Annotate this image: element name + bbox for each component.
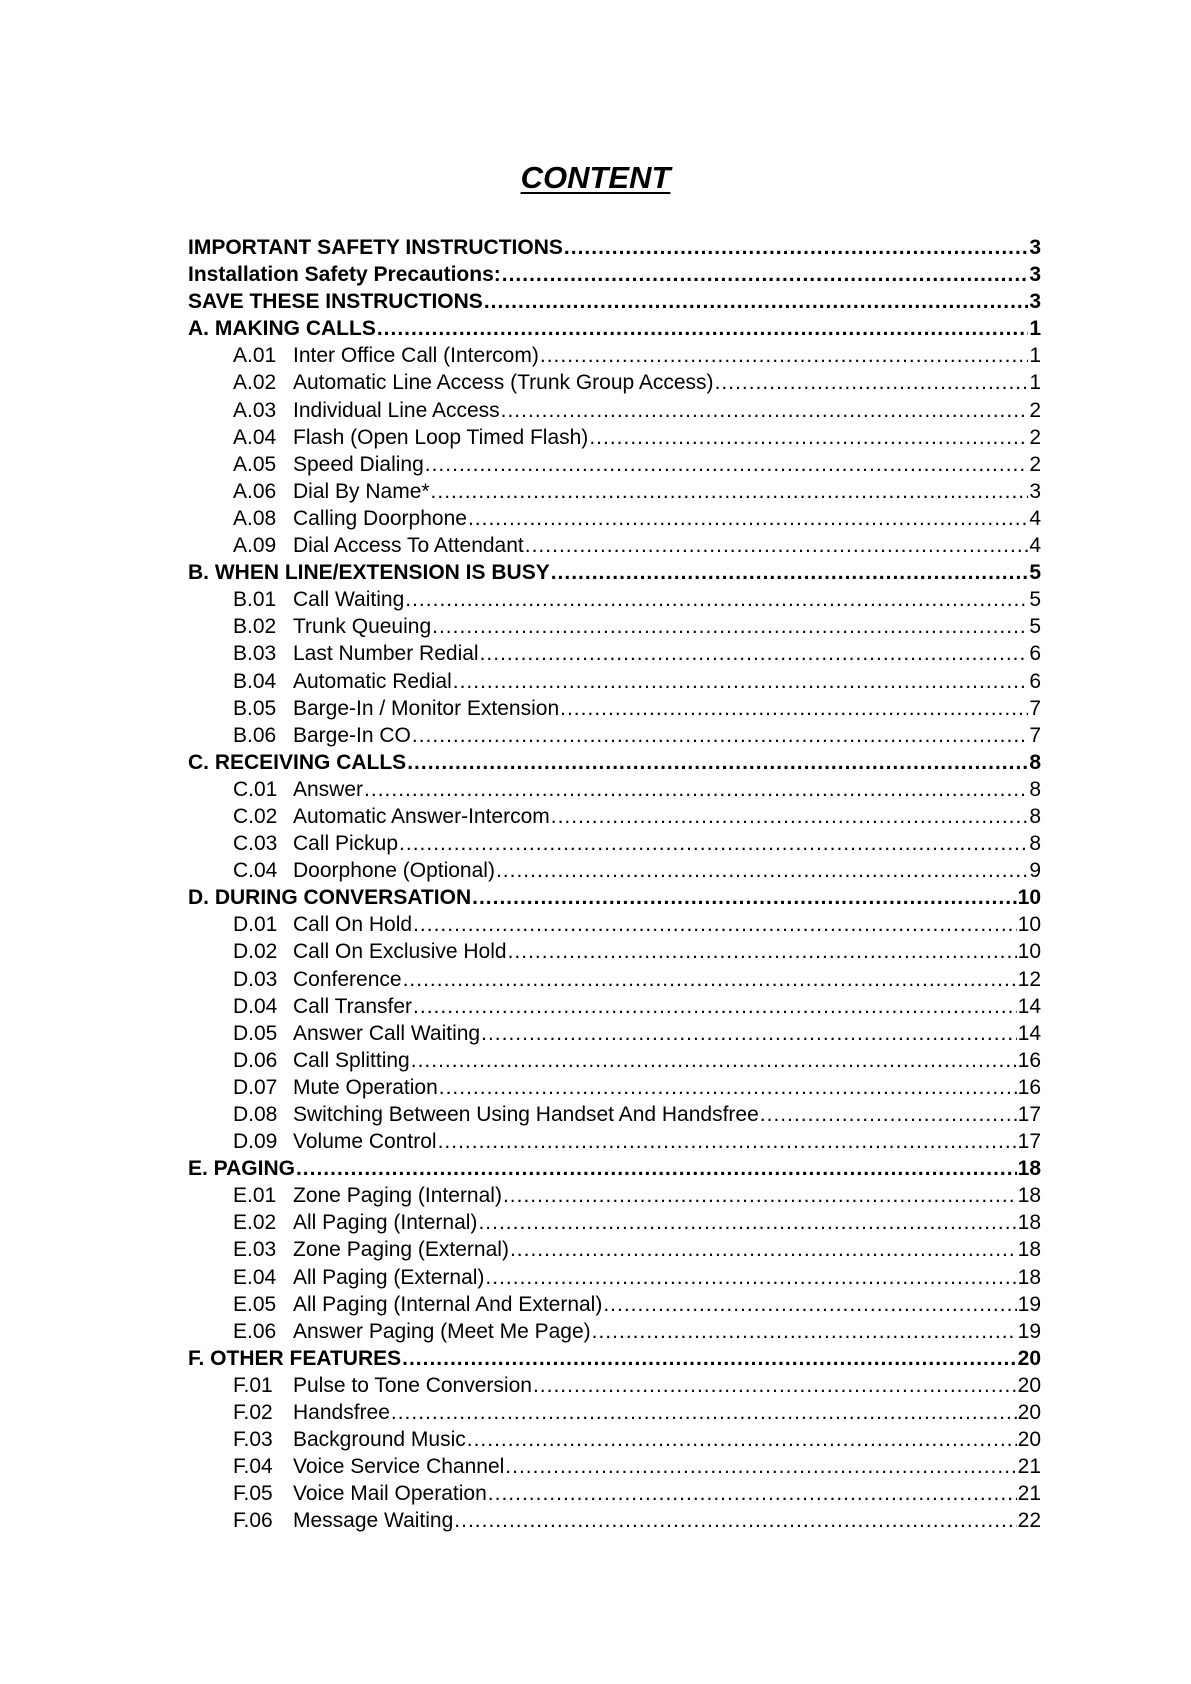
toc-entry-code: F.02 [233,1401,273,1425]
toc-entry [188,803,1041,830]
toc-page-number: 21 [1017,1455,1041,1479]
dot-leader [296,1155,1017,1182]
toc-page-number: 2 [1029,425,1041,449]
toc-entry-title: All Paging (Internal And External) [293,1292,603,1316]
dot-leader [481,1020,1017,1047]
toc-page-number: 18 [1017,1265,1041,1289]
toc-page-number: 7 [1029,696,1041,720]
toc-entry-title: Speed Dialing [293,452,424,476]
toc-entry [188,342,1041,369]
dot-leader [407,749,1028,776]
toc-page-number: 10 [1017,913,1041,937]
toc-entry-code: D.05 [233,1021,278,1045]
toc-entry-code: E.02 [233,1211,277,1235]
toc-entry [188,369,1041,396]
toc-page-number: 10 [1017,886,1041,910]
toc-page-number: 1 [1029,317,1041,341]
toc-page-number: 19 [1017,1319,1041,1343]
toc-page-number: 22 [1017,1509,1041,1533]
toc-entry-code: F.03 [233,1428,273,1452]
toc-entry-title: Answer [293,777,364,801]
toc-page-number: 2 [1029,398,1041,422]
toc-entry-title: Automatic Answer-Intercom [293,804,550,828]
toc-entry-title: F. OTHER FEATURES [188,1346,402,1370]
toc-page-number: 20 [1017,1428,1041,1452]
toc-page-number: 16 [1017,1048,1041,1072]
toc-entry [188,640,1041,667]
dot-leader [411,1047,1017,1074]
toc-entry-title: Call Pickup [293,832,399,856]
toc-page-number: 10 [1017,940,1041,964]
toc-section-heading [188,234,1041,261]
toc-entry-title: Volume Control [293,1130,437,1154]
toc-entry-code: B.01 [233,588,277,612]
toc-page-number: 1 [1029,344,1041,368]
table-of-contents [188,234,1041,1535]
dot-leader [439,1074,1017,1101]
dot-leader [403,966,1017,993]
toc-entry-code: A.01 [233,344,277,368]
toc-page-number: 2 [1029,452,1041,476]
toc-section-heading [188,749,1041,776]
page-title: CONTENT [520,160,671,195]
toc-entry [188,532,1041,559]
toc-page-number: 8 [1029,750,1041,774]
toc-page-number: 8 [1029,777,1041,801]
toc-entry-code: C.03 [233,832,278,856]
toc-section-heading [188,1155,1041,1182]
toc-page-number: 3 [1029,290,1041,314]
toc-entry-title: Barge-In CO [293,723,411,747]
toc-entry-code: D.08 [233,1103,278,1126]
toc-page-number: 18 [1017,1157,1041,1181]
toc-entry [188,776,1041,803]
toc-page-number: 18 [1017,1211,1041,1235]
toc-entry [188,1074,1041,1101]
toc-entry [188,424,1041,451]
toc-page-number: 5 [1029,615,1041,639]
dot-leader [484,288,1029,315]
toc-entry-title: B. WHEN LINE/EXTENSION IS BUSY [188,561,550,585]
toc-entry-code: A.05 [233,452,277,476]
toc-entry-title: Answer Paging (Meet Me Page) [293,1319,591,1343]
toc-entry-title: Switching Between Using Handset And Handsfree [293,1103,759,1126]
dot-leader [502,261,1029,288]
toc-entry-code: F.01 [233,1373,273,1397]
dot-leader [364,776,1028,803]
toc-entry-title: Zone Paging (Internal) [293,1184,502,1208]
toc-page-number: 14 [1017,1021,1041,1045]
toc-page-number: 20 [1017,1401,1041,1425]
toc-page-number: 3 [1029,479,1041,503]
toc-entry-code: D.09 [233,1130,278,1154]
toc-entry [188,586,1041,613]
toc-entry [188,668,1041,695]
toc-section-heading [188,288,1041,315]
toc-page-number: 17 [1017,1103,1041,1126]
toc-entry-title: Call Splitting [293,1048,410,1072]
toc-entry [188,397,1041,424]
toc-entry-code: D.06 [233,1048,278,1072]
toc-page-number: 21 [1017,1482,1041,1506]
toc-entry [188,1507,1041,1534]
toc-entry-title: Answer Call Waiting [293,1021,481,1045]
toc-section-heading [188,1345,1041,1372]
toc-entry [188,1480,1041,1507]
dot-leader [431,478,1029,505]
toc-entry-code: E.04 [233,1265,277,1289]
dot-leader [592,1318,1017,1345]
dot-leader [413,993,1017,1020]
toc-entry-title: Installation Safety Precautions: [188,263,501,287]
toc-entry [188,695,1041,722]
toc-section-heading [188,884,1041,911]
toc-entry-title: Barge-In / Monitor Extension [293,696,560,720]
toc-entry [188,966,1041,993]
toc-entry-title: Last Number Redial [293,642,479,666]
toc-entry-title: Call Transfer [293,994,413,1018]
dot-leader [485,1264,1016,1291]
toc-page-number: 6 [1029,669,1041,693]
toc-page-number: 18 [1017,1238,1041,1262]
toc-entry-code: D.01 [233,913,278,937]
toc-entry [188,857,1041,884]
dot-leader [503,1182,1017,1209]
toc-entry-title: IMPORTANT SAFETY INSTRUCTIONS [188,236,563,259]
toc-entry-title: Dial By Name* [293,479,430,503]
toc-entry-title: Conference [293,967,402,991]
toc-entry-code: D.04 [233,994,278,1018]
toc-entry-code: E.03 [233,1238,277,1262]
toc-entry-code: A.06 [233,479,277,503]
toc-section-heading [188,261,1041,288]
dot-leader [480,640,1029,667]
dot-leader [533,1372,1017,1399]
toc-entry-title: E. PAGING [188,1157,295,1181]
toc-entry-code: E.05 [233,1292,277,1316]
toc-entry-code: D.03 [233,967,278,991]
dot-leader [760,1101,1017,1128]
toc-page-number: 18 [1017,1184,1041,1208]
toc-entry-title: Flash (Open Loop Timed Flash) [293,425,589,449]
toc-entry-title: Automatic Redial [293,669,452,693]
toc-entry-code: E.01 [233,1184,277,1208]
dot-leader [508,938,1017,965]
toc-page-number: 8 [1029,832,1041,856]
toc-page-number: 4 [1029,506,1041,530]
toc-page-number: 14 [1017,994,1041,1018]
dot-leader [560,695,1028,722]
toc-entry [188,993,1041,1020]
toc-page-number: 5 [1029,561,1041,585]
toc-entry-title: All Paging (External) [293,1265,485,1289]
toc-entry [188,1101,1041,1128]
dot-leader [402,1345,1017,1372]
toc-entry-code: E.06 [233,1319,277,1343]
toc-section-heading [188,559,1041,586]
toc-entry-code: F.06 [233,1509,273,1533]
dot-leader [472,884,1017,911]
dot-leader [467,1426,1017,1453]
toc-page-number: 19 [1017,1292,1041,1316]
toc-entry [188,478,1041,505]
toc-entry [188,613,1041,640]
toc-page-number: 8 [1029,804,1041,828]
toc-entry-code: C.02 [233,804,278,828]
toc-entry-code: D.07 [233,1075,278,1099]
toc-entry-title: Dial Access To Attendant [293,534,524,558]
toc-page-number: 9 [1029,859,1041,883]
dot-leader [413,911,1017,938]
toc-entry-title: Pulse to Tone Conversion [293,1373,532,1397]
toc-entry-title: Automatic Line Access (Trunk Group Access) [293,371,714,395]
toc-entry [188,1182,1041,1209]
dot-leader [551,803,1029,830]
toc-entry-title: Mute Operation [293,1075,438,1099]
toc-entry [188,451,1041,478]
dot-leader [438,1128,1017,1155]
toc-entry-title: Call On Hold [293,913,413,937]
toc-entry [188,830,1041,857]
toc-entry-title: Call On Exclusive Hold [293,940,507,964]
toc-entry-title: Call Waiting [293,588,405,612]
toc-entry [188,722,1041,749]
toc-page-number: 6 [1029,642,1041,666]
toc-page-number: 1 [1029,371,1041,395]
dot-leader [432,613,1028,640]
toc-entry-code: B.04 [233,669,277,693]
toc-entry-title: SAVE THESE INSTRUCTIONS [188,290,483,314]
toc-entry [188,1453,1041,1480]
toc-page-number: 5 [1029,588,1041,612]
toc-entry [188,1426,1041,1453]
toc-page-number: 7 [1029,723,1041,747]
dot-leader [525,532,1029,559]
dot-leader [510,1236,1017,1263]
toc-entry [188,938,1041,965]
toc-entry [188,1128,1041,1155]
dot-leader [551,559,1029,586]
toc-entry [188,1020,1041,1047]
dot-leader [399,830,1028,857]
dot-leader [453,668,1029,695]
toc-section-heading [188,315,1041,342]
dot-leader [715,369,1029,396]
dot-leader [488,1480,1017,1507]
dot-leader [589,424,1028,451]
toc-page-number: 20 [1017,1373,1041,1397]
toc-entry [188,1264,1041,1291]
toc-entry-code: B.06 [233,723,277,747]
toc-entry-title: Zone Paging (External) [293,1238,509,1262]
dot-leader [391,1399,1017,1426]
toc-entry-code: B.05 [233,696,277,720]
toc-entry [188,1399,1041,1426]
toc-entry-title: Doorphone (Optional) [293,859,495,883]
toc-entry [188,1209,1041,1236]
toc-entry-title: All Paging (Internal) [293,1211,478,1235]
toc-entry-code: C.04 [233,859,278,883]
toc-entry-code: D.02 [233,940,278,964]
toc-entry-title: Background Music [293,1428,466,1452]
toc-entry-title: Inter Office Call (Intercom) [293,344,539,368]
dot-leader [505,1453,1016,1480]
toc-entry [188,505,1041,532]
toc-entry-title: A. MAKING CALLS [188,317,376,341]
toc-entry-code: C.01 [233,777,278,801]
dot-leader [405,586,1028,613]
toc-entry-title: Voice Service Channel [293,1455,505,1479]
dot-leader [496,857,1028,884]
dot-leader [412,722,1028,749]
toc-entry-code: F.04 [233,1455,273,1479]
toc-entry-title: Individual Line Access [293,398,500,422]
toc-entry-title: Message Waiting [293,1509,454,1533]
toc-page-number: 3 [1029,236,1041,259]
dot-leader [468,505,1028,532]
dot-leader [425,451,1029,478]
dot-leader [540,342,1028,369]
toc-page-number: 16 [1017,1075,1041,1099]
toc-entry [188,911,1041,938]
toc-entry [188,1236,1041,1263]
toc-entry-title: C. RECEIVING CALLS [188,750,407,774]
dot-leader [478,1209,1016,1236]
toc-entry-code: A.08 [233,506,277,530]
toc-page-number: 17 [1017,1130,1041,1154]
toc-entry-code: F.05 [233,1482,273,1506]
toc-page-number: 4 [1029,534,1041,558]
dot-leader [603,1291,1016,1318]
toc-entry-code: B.03 [233,642,277,666]
toc-entry-title: Calling Doorphone [293,506,467,530]
toc-entry-code: B.02 [233,615,277,639]
toc-entry-title: Voice Mail Operation [293,1482,487,1506]
toc-entry-code: A.09 [233,534,277,558]
toc-entry-code: A.02 [233,371,277,395]
toc-entry [188,1318,1041,1345]
dot-leader [377,315,1028,342]
toc-page-number: 20 [1017,1346,1041,1370]
toc-entry-title: D. DURING CONVERSATION [188,886,472,910]
toc-entry [188,1291,1041,1318]
toc-entry-title: Handsfree [293,1401,390,1425]
toc-entry [188,1047,1041,1074]
toc-page-number: 3 [1029,263,1041,287]
toc-entry-code: A.03 [233,398,277,422]
toc-entry-code: A.04 [233,425,277,449]
toc-entry [188,1372,1041,1399]
toc-page-number: 12 [1017,967,1041,991]
dot-leader [501,397,1029,424]
toc-entry-title: Trunk Queuing [293,615,432,639]
dot-leader [564,234,1028,261]
dot-leader [454,1507,1016,1534]
